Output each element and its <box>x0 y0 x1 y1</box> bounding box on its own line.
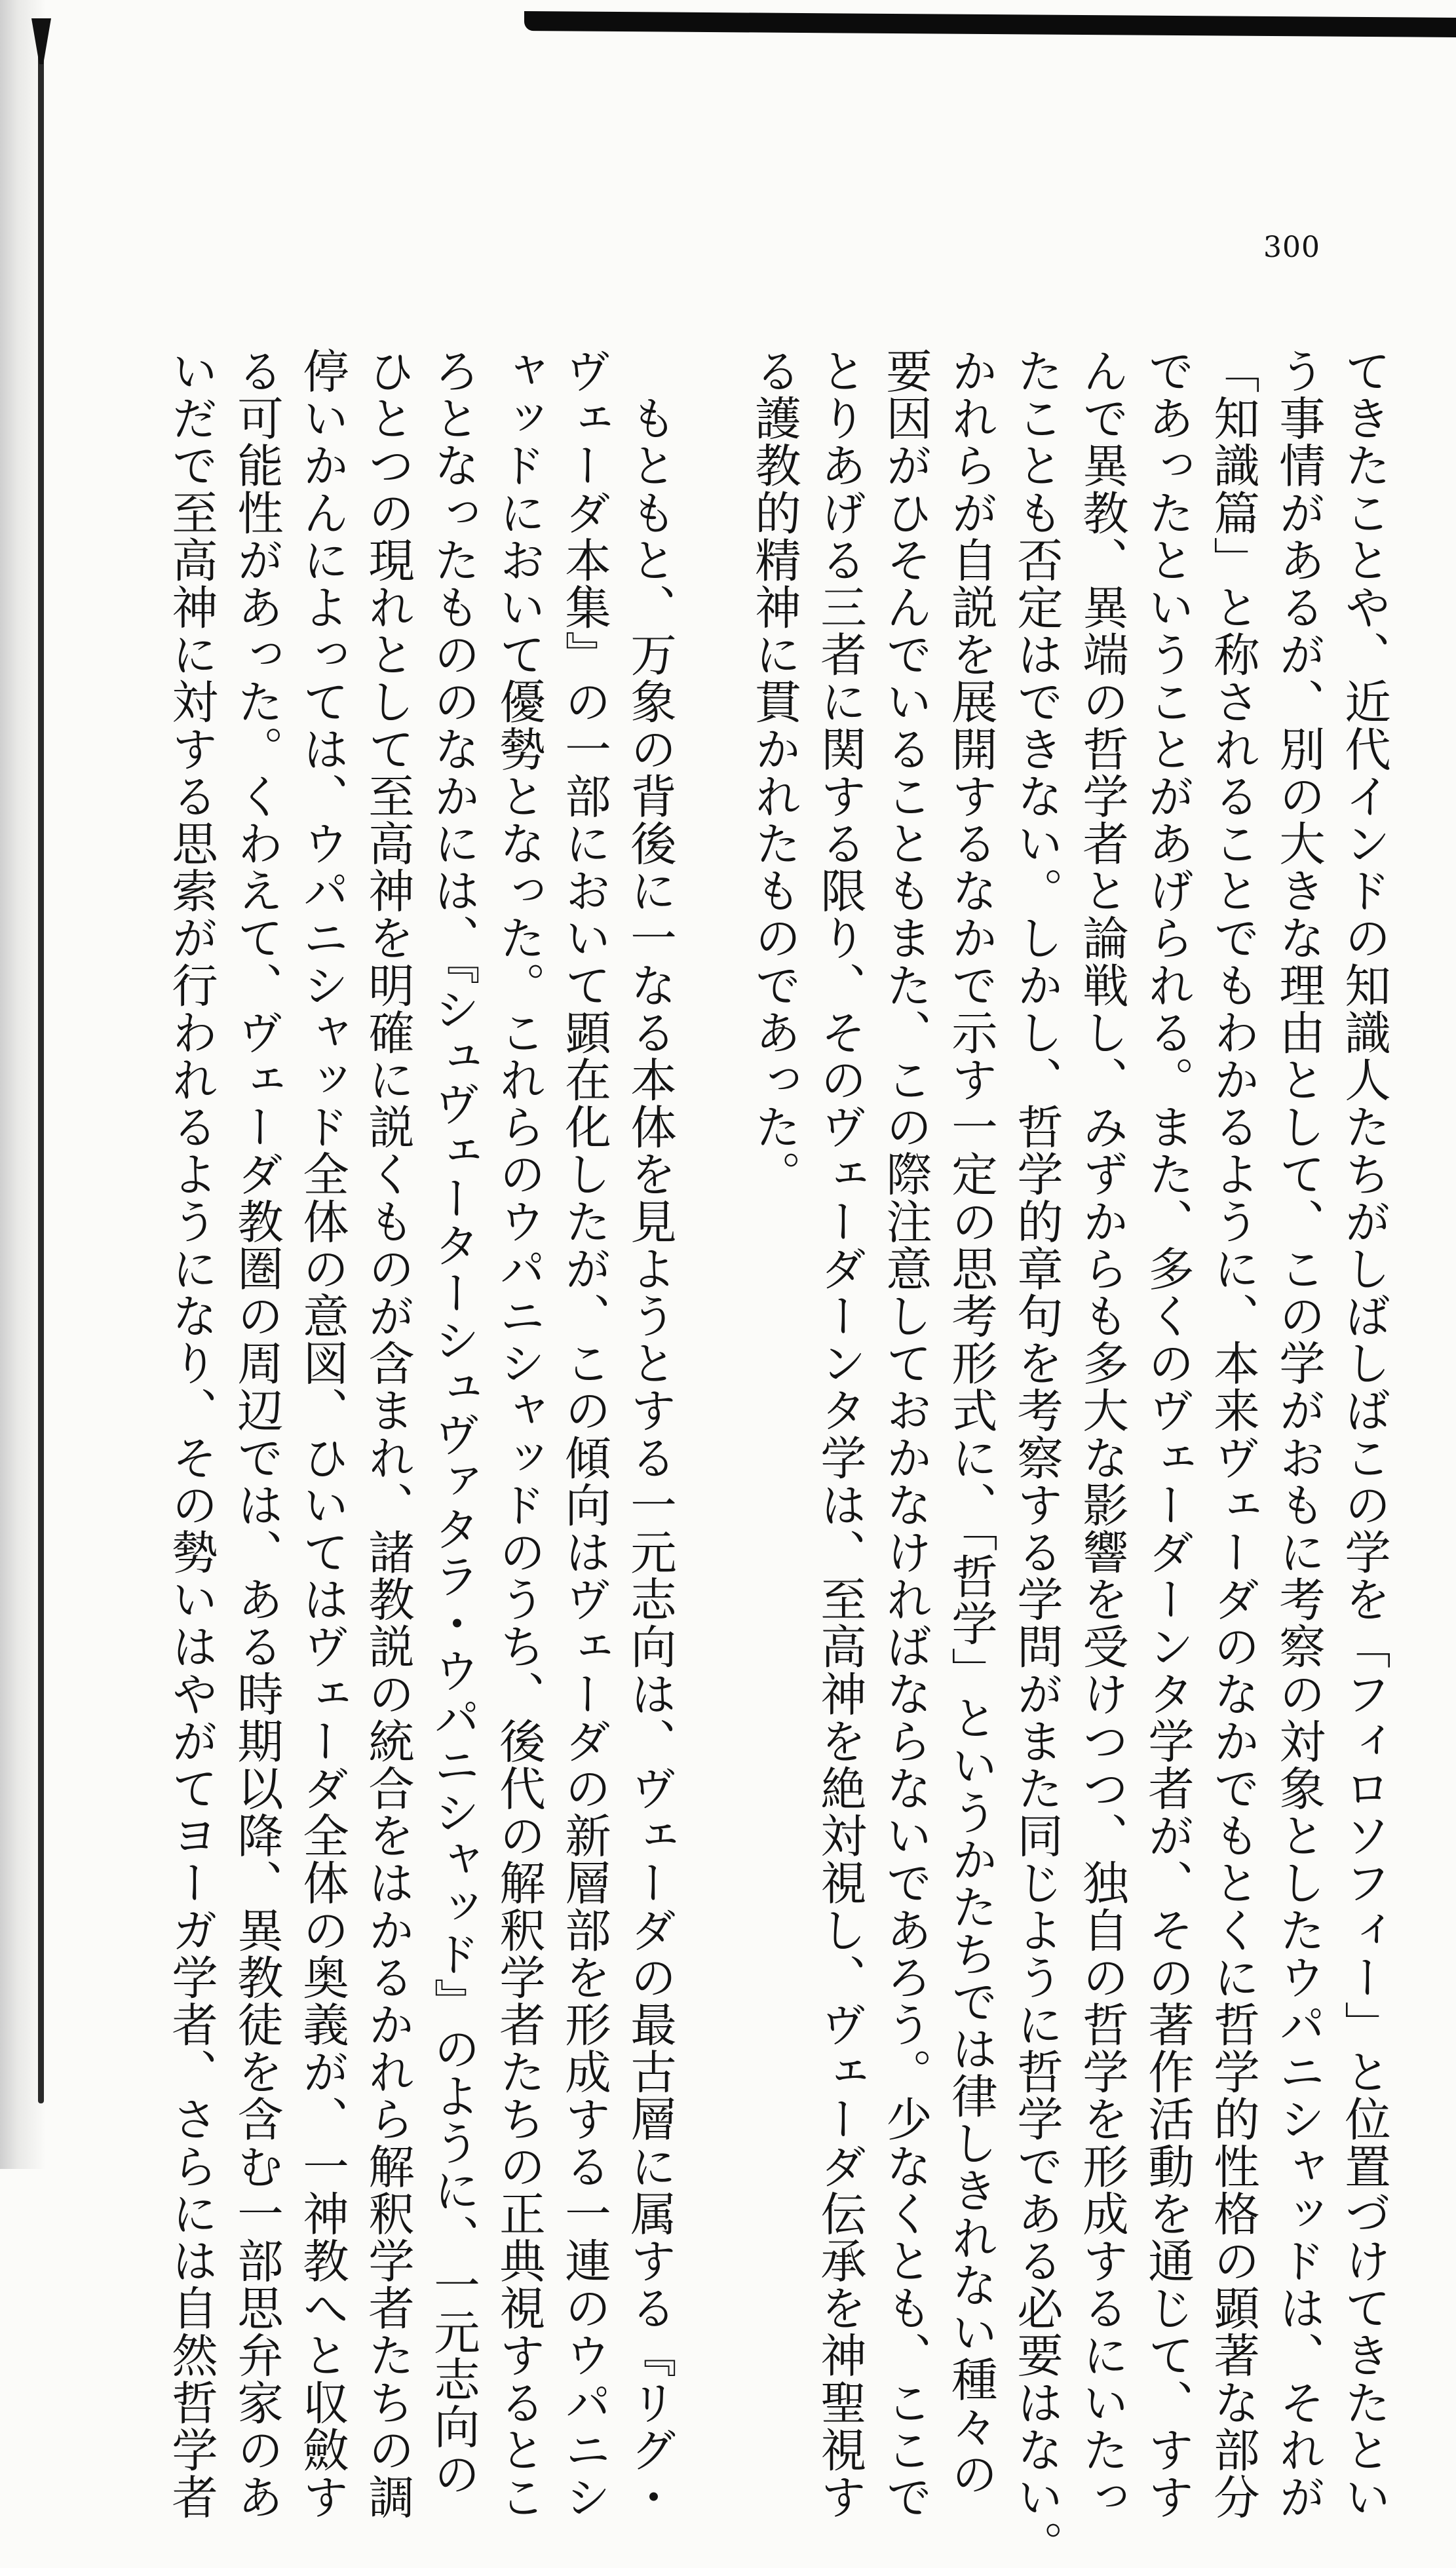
paragraph-2 <box>159 347 683 2521</box>
text-line: ろとなったもののなかには、『シュヴェーターシュヴァタラ・ウパニシャッド』のように、一元志向の <box>427 347 480 2498</box>
text-line: もともと、万象の背後に一なる本体を見ようとする一元志向は、ヴェーダの最古層に属する『リグ・ <box>623 347 677 2521</box>
scan-top-edge <box>524 11 1456 37</box>
text-line: ひとつの現れとして至高神を明確に説くものが含まれ、諸教説の統合をはかるかれら解釈学者たちの調 <box>361 347 415 2521</box>
paragraph-1 <box>742 347 1397 2568</box>
text-line: ヴェーダ本集』の一部において顕在化したが、この傾向はヴェーダの新層部を形成する一連のウパニシ <box>558 347 611 2521</box>
text-line: とりあげる三者に関する限り、そのヴェーダーンタ学は、至高神を絶対視し、ヴェーダ伝承を神聖視す <box>813 347 867 2521</box>
text-line: かれらが自説を展開するなかで示す一定の思考形式に、「哲学」というかたちでは律しきれない種々の <box>944 347 998 2498</box>
binding-shadow <box>38 20 44 2103</box>
text-line: んで異教、異端の哲学者と論戦し、みずからも多大な影響を受けつつ、独自の哲学を形成するにいたっ <box>1075 347 1129 2521</box>
text-line: てきたことや、近代インドの知識人たちがしばしばこの学を「フィロソフィー」と位置づけてきたとい <box>1337 347 1391 2521</box>
text-line: いだで至高神に対する思索が行われるようになり、その勢いはやがてヨーガ学者、さらには自然哲学者 <box>164 347 218 2521</box>
text-line: る可能性があった。くわえて、ヴェーダ教圏の周辺では、ある時期以降、異教徒を含む一部思弁家のあ <box>230 347 284 2521</box>
text-line: であったということがあげられる。また、多くのヴェーダーンタ学者が、その著作活動を通じて、すす <box>1141 347 1195 2521</box>
text-line: 要因がひそんでいることもまた、この際注意しておかなければならないであろう。少なくとも、ここで <box>879 347 932 2521</box>
text-line: ャッドにおいて優勢となった。これらのウパニシャッドのうち、後代の解釈学者たちの正典視するとこ <box>492 347 546 2521</box>
text-line: う事情があるが、別の大きな理由として、この学がおもに考察の対象としたウパニシャッドは、それが <box>1272 347 1326 2521</box>
text-line: たことも否定はできない。しかし、哲学的章句を考察する学問がまた同じように哲学である必要はない。 <box>1010 347 1063 2568</box>
text-line: 「知識篇」と称されることでもわかるように、本来ヴェーダのなかでもとくに哲学的性格の顕著な部分 <box>1206 347 1260 2521</box>
text-line: る護教的精神に貫かれたものであった。 <box>748 347 801 1198</box>
text-line: 停いかんによっては、ウパニシャッド全体の意図、ひいてはヴェーダ全体の奥義が、一神教へと収斂す <box>296 347 349 2521</box>
page-number: 300 <box>1263 231 1320 264</box>
